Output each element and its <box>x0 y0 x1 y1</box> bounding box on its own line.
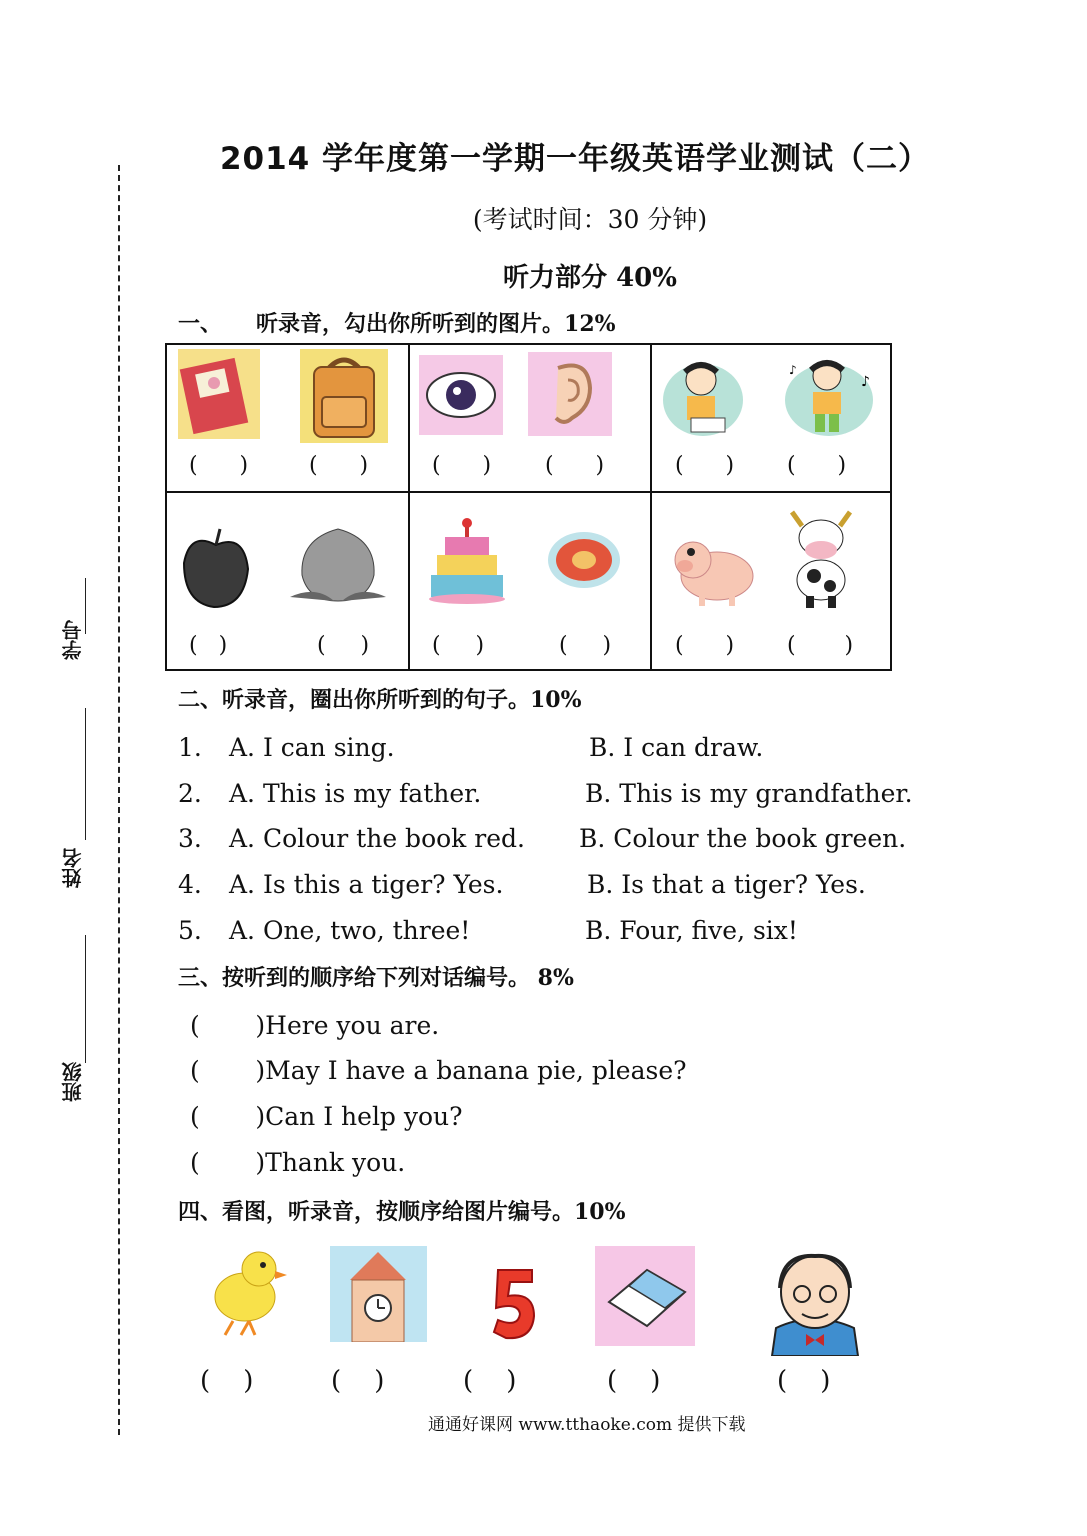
question-number: 2. <box>178 779 202 808</box>
grandpa-icon[interactable] <box>762 1248 868 1360</box>
answer-parens[interactable]: ( ) <box>607 1366 661 1396</box>
answer-parens[interactable]: ( ) <box>190 1148 266 1177</box>
eraser-icon[interactable] <box>595 1246 695 1350</box>
book-icon[interactable] <box>178 349 260 443</box>
name-blank[interactable] <box>85 708 86 840</box>
dialogue-line <box>190 1011 439 1040</box>
page-title: 2014 学年度第一学期一年级英语学业测试（二） <box>219 141 931 177</box>
answer-parens[interactable]: ( ) <box>559 633 612 658</box>
answer-parens[interactable]: ( ) <box>190 1102 266 1131</box>
answer-parens[interactable]: ( ) <box>317 633 370 658</box>
section1-title: 听录音，勾出你所听到的图片。12% <box>256 311 616 337</box>
dialogue-line <box>190 1148 405 1177</box>
option-a[interactable]: A. This is my father. <box>229 779 482 808</box>
answer-parens[interactable]: ( ) <box>190 1056 266 1085</box>
exam-time: (考试时间：30 分钟) <box>472 205 708 234</box>
answer-parens[interactable]: ( ) <box>331 1366 385 1396</box>
svg-text:♪: ♪ <box>789 363 797 377</box>
answer-parens[interactable]: ( ) <box>545 453 605 478</box>
answer-parens[interactable]: ( ) <box>200 1366 254 1396</box>
answer-parens[interactable]: ( ) <box>675 633 735 658</box>
answer-parens[interactable]: ( ) <box>432 453 492 478</box>
apple-icon[interactable] <box>178 523 254 615</box>
schoolbag-icon[interactable] <box>300 349 388 447</box>
ear-icon[interactable] <box>528 352 612 440</box>
answer-parens[interactable]: ( ) <box>787 453 847 478</box>
option-b[interactable]: B. Is that a tiger? Yes. <box>587 870 866 899</box>
girl-drawing-icon[interactable] <box>661 350 745 442</box>
dialogue-text: Can I help you? <box>265 1102 463 1131</box>
girl-singing-icon[interactable] <box>781 350 879 442</box>
question-number: 1. <box>178 733 202 762</box>
section1-heading <box>178 307 616 338</box>
option-a[interactable]: A. Colour the book red. <box>229 824 525 853</box>
cow-icon[interactable] <box>776 510 866 614</box>
answer-parens[interactable]: ( ) <box>787 633 854 658</box>
answer-parens[interactable]: ( ) <box>309 453 369 478</box>
footer-credit: 通通好课网 www.tthaoke.com 提供下载 <box>428 1415 746 1435</box>
dialogue-text: May I have a banana pie, please? <box>265 1056 687 1085</box>
answer-parens[interactable]: ( ) <box>463 1366 517 1396</box>
question-number: 5. <box>178 916 202 945</box>
option-a[interactable]: A. I can sing. <box>229 733 395 762</box>
section4-heading: 四、看图，听录音，按顺序给图片编号。10% <box>178 1199 626 1225</box>
dialogue-line <box>190 1102 463 1131</box>
pig-icon[interactable] <box>669 528 755 612</box>
peach-icon[interactable] <box>286 523 390 611</box>
option-b[interactable]: B. This is my grandfather. <box>585 779 913 808</box>
dialogue-text: Here you are. <box>265 1011 440 1040</box>
eye-icon[interactable] <box>419 355 503 439</box>
chick-icon[interactable] <box>205 1243 289 1341</box>
clock-tower-icon[interactable] <box>330 1246 427 1346</box>
question-number: 4. <box>178 870 202 899</box>
option-a[interactable]: A. Is this a tiger? Yes. <box>229 870 504 899</box>
binding-line <box>118 165 120 1435</box>
class-blank[interactable] <box>85 935 86 1063</box>
picture-grid <box>165 343 892 671</box>
section2-heading: 二、听录音，圈出你所听到的句子。10% <box>178 687 582 713</box>
answer-parens[interactable]: ( ) <box>189 453 249 478</box>
pie-icon[interactable] <box>547 530 621 594</box>
number-five-icon[interactable] <box>488 1262 540 1346</box>
option-b[interactable]: B. I can draw. <box>589 733 764 762</box>
student-id-label: 学号 <box>61 620 85 660</box>
answer-parens[interactable]: ( ) <box>432 633 485 658</box>
option-b[interactable]: B. Colour the book green. <box>579 824 907 853</box>
answer-parens[interactable]: ( ) <box>777 1366 831 1396</box>
dialogue-line <box>190 1056 687 1085</box>
section1-number: 一、 <box>178 311 223 337</box>
name-label: 姓名 <box>61 848 85 888</box>
answer-parens[interactable]: ( ) <box>190 1011 266 1040</box>
svg-text:♪: ♪ <box>861 374 870 390</box>
answer-parens[interactable]: ( ) <box>189 633 228 658</box>
section3-heading: 三、按听到的顺序给下列对话编号。 8% <box>178 965 574 991</box>
answer-parens[interactable]: ( ) <box>675 453 735 478</box>
option-b[interactable]: B. Four, five, six! <box>585 916 798 945</box>
class-label: 班级 <box>61 1062 85 1102</box>
question-number: 3. <box>178 824 202 853</box>
option-a[interactable]: A. One, two, three! <box>229 916 471 945</box>
cake-icon[interactable] <box>427 517 507 609</box>
part-heading: 听力部分 40% <box>503 263 677 293</box>
dialogue-text: Thank you. <box>265 1148 406 1177</box>
